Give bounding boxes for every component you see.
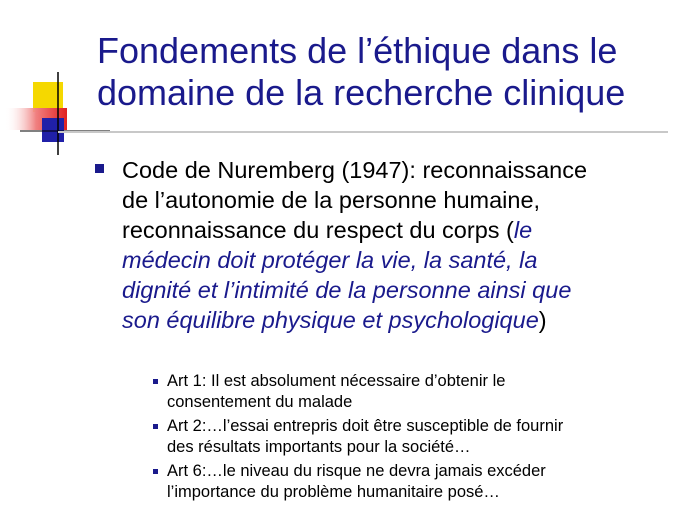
main-point-line-3 — [122, 215, 677, 245]
main-point-line-2: de l’autonomie de la personne humaine, — [122, 187, 541, 213]
main-point-line-6-plain: ) — [538, 307, 547, 333]
sub-bullet-icon — [153, 424, 158, 429]
sub-bullet-icon — [153, 469, 158, 474]
sub-point-art-2 — [167, 416, 667, 458]
sub-point-art-1 — [167, 371, 667, 413]
main-point-line-3-plain: reconnaissance du respect du corps ( — [122, 217, 514, 243]
sub-bullet-icon — [153, 379, 158, 384]
sub-point-line-1: Art 1: Il est absolument nécessaire d’obtenir le — [167, 372, 506, 390]
main-bullet-icon — [95, 164, 104, 173]
main-point-line-1: Code de Nuremberg (1947): reconnaissance — [122, 157, 588, 183]
sub-point-line-1: Art 6:…le niveau du risque ne devra jamais excéder — [167, 462, 546, 480]
main-point-line-6 — [122, 305, 677, 335]
main-point-line-5: dignité et l’intimité de la personne ainsi que — [122, 277, 572, 303]
deco-blue-square — [42, 118, 64, 142]
sub-point-line-2: consentement du malade — [167, 393, 353, 411]
slide-title — [97, 30, 677, 114]
sub-point-line-2: l’importance du problème humanitaire posé… — [167, 483, 500, 501]
sub-point-art-6 — [167, 461, 667, 503]
title-divider — [58, 131, 668, 133]
sub-point-line-1: Art 2:…l’essai entrepris doit être susceptible de fournir — [167, 417, 564, 435]
main-point-line-6-italic: son équilibre physique et psychologique — [122, 307, 539, 333]
main-point — [122, 155, 677, 335]
main-point-line-3-italic: le — [513, 217, 533, 243]
sub-point-line-2: des résultats importants pour la société… — [167, 438, 471, 456]
title-line-2: domaine de la recherche clinique — [97, 72, 626, 113]
decorative-corner-graphic — [0, 0, 110, 160]
main-point-line-4: médecin doit protéger la vie, la santé, la — [122, 247, 538, 273]
title-line-1: Fondements de l’éthique dans le — [97, 30, 618, 71]
